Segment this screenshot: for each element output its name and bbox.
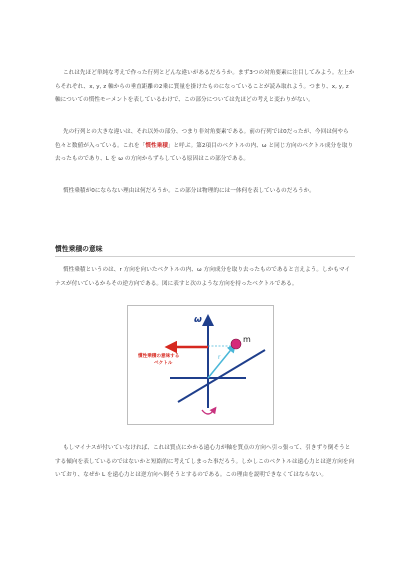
paragraph-off-diagonal-elements bbox=[55, 126, 355, 167]
r-label: r bbox=[218, 354, 221, 361]
paragraph-centrifugal: もしマイナスが付いていなければ、これは質点にかかる遠心力が軸を質点の方向へ引っ張って、引きずり倒そうとする傾向を表しているのではないかと短絡的に考えてしまった事だろう。しかしこのベクトルは遠心力とは逆方向を向いており、なぜか L を遠心力とは逆方向へ倒そうとするのである。この理由を説明できなくてはならない。 bbox=[55, 445, 355, 479]
paragraph-diagonal-elements: これは先ほど単純な考えで作った行列とどんな違いがあるだろうか。まず3つの対角要素に注目してみよう。左上からそれぞれ、x, y, z 軸からの垂直距離の2乗に質量を掛けたものになっていることが読み取れよう。つまり、x, y, z 軸についての慣性モーメントを表しているわけで、この部分については先ほどの考えと変わりがない。 bbox=[55, 70, 355, 104]
r-vector bbox=[208, 346, 234, 378]
paragraph-question: 慣性乗積が0にならない理由は何だろうか。この部分は物理的には一体何を表しているのだろうか。 bbox=[63, 188, 315, 194]
vector-label-line1: 慣性乗積の意味する bbox=[138, 354, 180, 359]
vector-label-line2: ベクトル bbox=[154, 361, 173, 366]
section-heading: 慣性乗積の意味 bbox=[55, 243, 355, 257]
mass-label: m bbox=[243, 335, 251, 344]
paragraph-text-after: 」と呼ぶ。第2項目のベクトルの内、ω と同じ方向のベクトル成分を取り去ったものであり、L を ω の方向からずらしている原因はこの部分である。 bbox=[55, 142, 354, 163]
paragraph-text-before: 先の行列との大きな違いは、それ以外の部分、つまり非対角要素である。前の行列では0だったが、今回は何やら色々と数値が入っている。これを「 bbox=[55, 129, 349, 149]
highlight-term: 慣性乗積 bbox=[145, 142, 168, 149]
vector-diagram bbox=[127, 305, 274, 425]
paragraph-product-meaning: 慣性乗積というのは、r 方向を向いたベクトルの内、ω 方向成分を取り去ったものであると言えよう。しかもマイナスが付いているからその逆方向である。図に表すと次のような方向を持ったベクトルである。 bbox=[55, 267, 351, 287]
omega-label: ω bbox=[194, 315, 202, 325]
mass-point bbox=[231, 339, 241, 349]
diagram-canvas bbox=[128, 306, 273, 424]
diagonal-axis bbox=[178, 350, 265, 402]
rotation-arrow-icon bbox=[202, 410, 214, 414]
